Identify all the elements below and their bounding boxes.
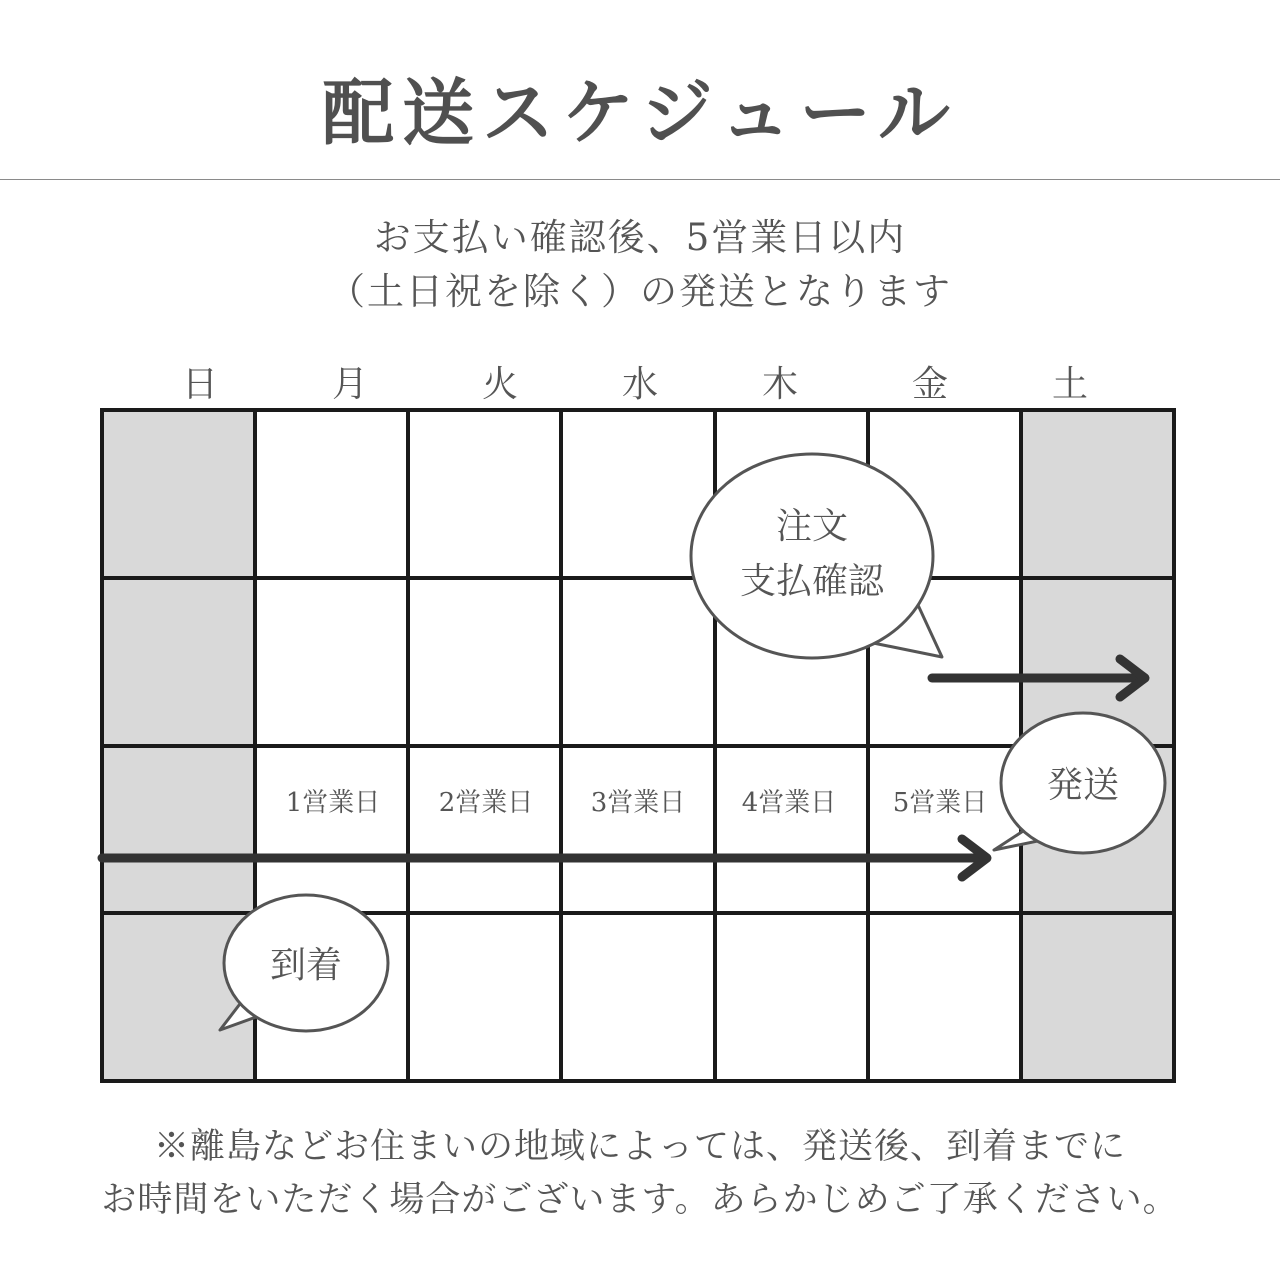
bubble-order-line-1: 注文	[775, 506, 849, 547]
bubble-arrive	[220, 895, 388, 1031]
business-day-labels	[286, 788, 988, 818]
bubble-order	[691, 454, 942, 658]
footer-note-line-2: お時間をいただく場合がございます。あらかじめご了承ください。	[101, 1180, 1179, 1220]
bubble-order-line-2: 支払確認	[739, 561, 885, 602]
weekday-header	[182, 364, 1088, 405]
weekday-mon: 月	[331, 364, 369, 405]
business-day-5: 5営業日	[892, 788, 988, 818]
weekday-wed: 水	[621, 364, 659, 405]
business-day-4: 4営業日	[741, 788, 837, 818]
subtitle-line-1: お支払い確認後、5営業日以内	[373, 216, 907, 259]
weekday-thu: 木	[761, 364, 799, 405]
subtitle-line-2: （土日祝を除く）の発送となります	[328, 270, 952, 313]
weekday-sun: 日	[181, 364, 219, 405]
footer-note-line-1: ※離島などお住まいの地域によっては、発送後、到着までに	[153, 1127, 1126, 1167]
business-day-2: 2営業日	[438, 788, 534, 818]
business-day-1: 1営業日	[285, 788, 381, 818]
page-title: 配送スケジュール	[322, 70, 958, 155]
weekday-sat: 土	[1051, 364, 1089, 405]
business-day-3: 3営業日	[590, 788, 686, 818]
weekday-fri: 金	[911, 364, 949, 405]
weekday-tue: 火	[481, 364, 519, 405]
bubble-ship-text: 発送	[1046, 765, 1120, 806]
bubble-arrive-text: 到着	[269, 945, 343, 986]
